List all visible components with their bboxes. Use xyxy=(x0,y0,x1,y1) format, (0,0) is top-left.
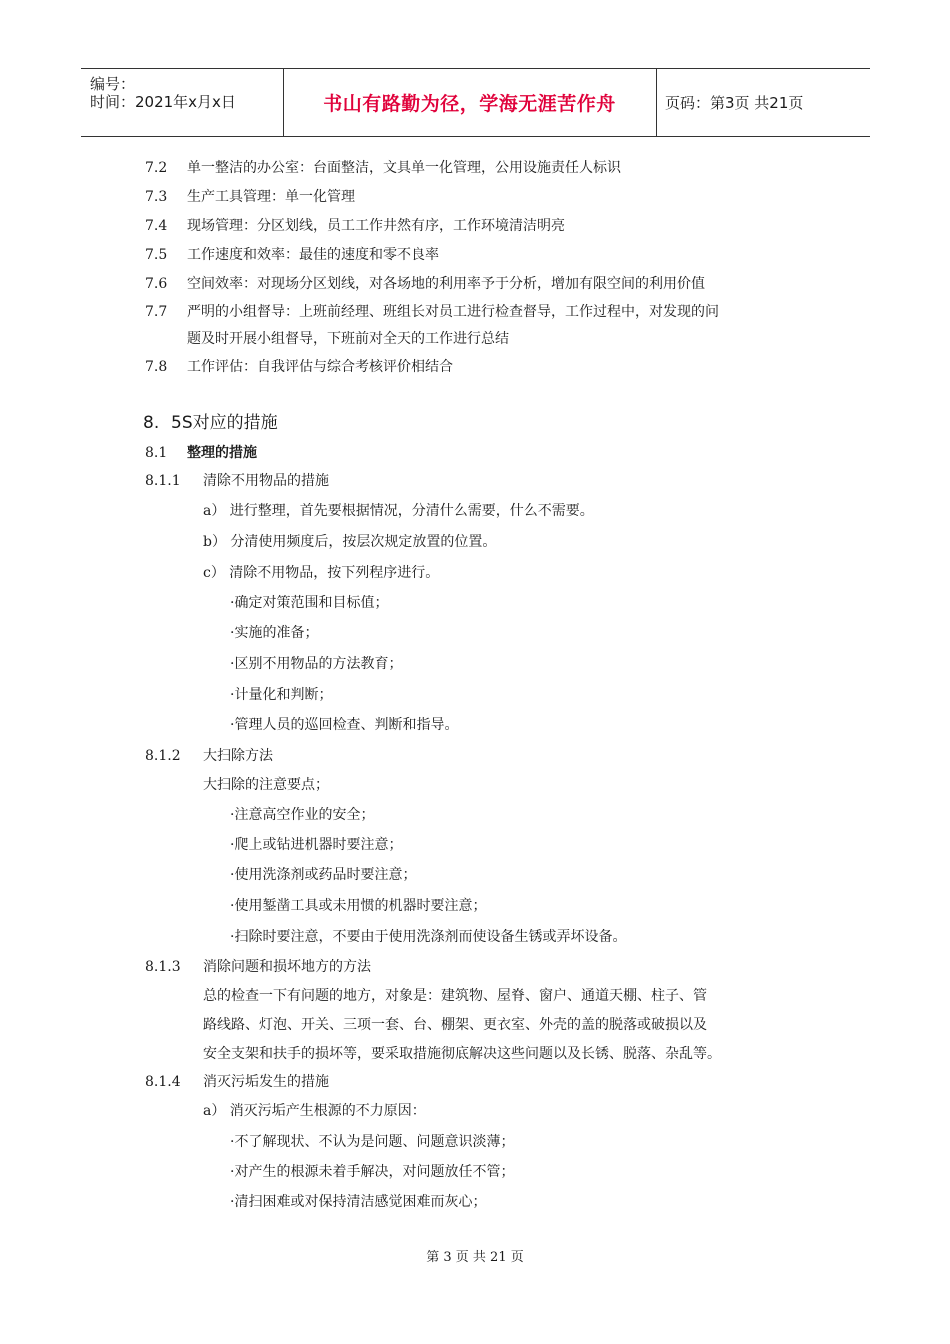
bullet-item: ·注意高空作业的安全； xyxy=(230,807,375,823)
bullet-item: ·使用洗涤剂或药品时要注意； xyxy=(230,867,417,883)
header-table xyxy=(81,68,870,137)
bullet-item: ·爬上或钻进机器时要注意； xyxy=(230,837,403,853)
list-item-continuation: 题及时开展小组督导，下班前对全天的工作进行总结 xyxy=(187,331,509,347)
paragraph-line: 总的检查一下有问题的地方，对象是：建筑物、屋脊、窗户、通道天棚、柱子、管 xyxy=(203,988,707,1004)
list-item: 7.3 生产工具管理：单一化管理 xyxy=(145,189,355,205)
bullet-item: ·扫除时要注意，不要由于使用洗涤剂而使设备生锈或弄坏设备。 xyxy=(230,929,627,945)
list-item: c） 清除不用物品，按下列程序进行。 xyxy=(203,565,440,581)
list-item: a） 消灭污垢产生根源的不力原因： xyxy=(203,1103,426,1119)
bullet-item: ·实施的准备； xyxy=(230,625,319,641)
subsubsection-heading: 8.1.4 消灭污垢发生的措施 xyxy=(145,1074,329,1090)
paragraph: 大扫除的注意要点； xyxy=(203,777,329,793)
list-item: 7.6 空间效率：对现场分区划线，对各场地的利用率予于分析，增加有限空间的利用价值 xyxy=(145,276,705,292)
document-number: 编号： xyxy=(90,75,136,93)
header-center-cell xyxy=(283,69,657,136)
page-info: 页码：第3页 共21页 xyxy=(665,94,804,112)
list-item: 7.4 现场管理：分区划线，员工工作井然有序，工作环境清洁明亮 xyxy=(145,218,565,234)
bullet-item: ·计量化和判断； xyxy=(230,687,333,703)
bullet-item: ·区别不用物品的方法教育； xyxy=(230,656,403,672)
header-left-cell xyxy=(81,69,284,136)
bullet-item: ·不了解现状、不认为是问题、问题意识淡薄； xyxy=(230,1134,515,1150)
paragraph-line: 路线路、灯泡、开关、三项一套、台、棚架、更衣室、外壳的盖的脱落或破损以及 xyxy=(203,1017,707,1033)
bullet-item: ·对产生的根源未着手解决，对问题放任不管； xyxy=(230,1164,515,1180)
bullet-item: ·清扫困难或对保持清洁感觉困难而灰心； xyxy=(230,1194,487,1210)
list-item: b） 分清使用频度后，按层次规定放置的位置。 xyxy=(203,534,497,550)
page-footer: 第 3 页 共 21 页 xyxy=(426,1250,524,1265)
list-item: a） 进行整理，首先要根据情况，分清什么需要，什么不需要。 xyxy=(203,503,594,519)
bullet-item: ·使用錾凿工具或未用惯的机器时要注意； xyxy=(230,898,487,914)
subsubsection-heading: 8.1.1 清除不用物品的措施 xyxy=(145,473,329,489)
subsubsection-heading: 8.1.2 大扫除方法 xyxy=(145,748,273,764)
document-date: 时间：2021年x月x日 xyxy=(90,93,236,111)
list-item: 7.5 工作速度和效率：最佳的速度和零不良率 xyxy=(145,247,439,263)
bullet-item: ·确定对策范围和目标值； xyxy=(230,595,389,611)
subsection-heading: 8.1 整理的措施 xyxy=(145,445,257,461)
list-item: 7.8 工作评估：自我评估与综合考核评价相结合 xyxy=(145,359,453,375)
paragraph-line: 安全支架和扶手的损坏等，要采取措施彻底解决这些问题以及长锈、脱落、杂乱等。 xyxy=(203,1046,721,1062)
list-item: 7.2 单一整洁的办公室：台面整洁，文具单一化管理，公用设施责任人标识 xyxy=(145,160,621,176)
header-right-cell xyxy=(656,69,870,136)
slogan: 书山有路勤为径，学海无涯苦作舟 xyxy=(323,93,616,115)
bullet-item: ·管理人员的巡回检查、判断和指导。 xyxy=(230,717,459,733)
list-item: 7.7 严明的小组督导：上班前经理、班组长对员工进行检查督导，工作过程中，对发现的问 xyxy=(145,304,719,320)
section-heading: 8. 5S对应的措施 xyxy=(143,413,278,433)
subsubsection-heading: 8.1.3 消除问题和损坏地方的方法 xyxy=(145,959,371,975)
